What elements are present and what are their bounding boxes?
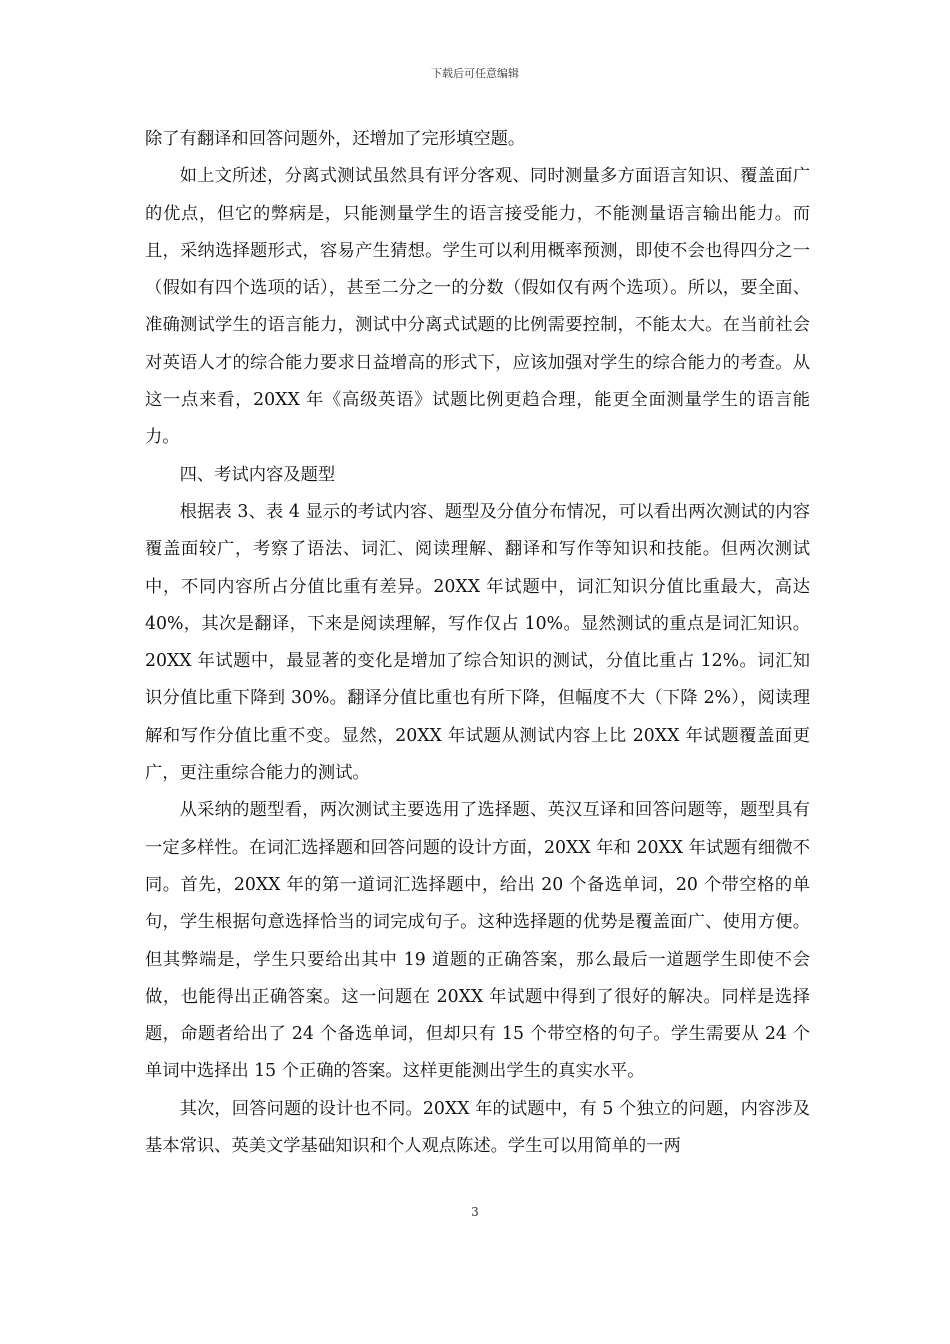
section-heading: 四、考试内容及题型 bbox=[179, 464, 336, 485]
paragraph: 从采纳的题型看，两次测试主要选用了选择题、英汉互译和回答问题等，题型具有一定多样性。在词汇选择题和回答问题的设计方面，20XX 年和 20XX 年试题有细微不同。首先，20XX 年的第一道词汇选择题中，给出 20 个备选单词，20 个带空格的单句，学生根据句意选择恰当的词完成句子。这种选择题的优势是覆盖面广、使用方便。但其弊端是，学生只要给出其中 19 道题的正确答案，那么最后一道题学生即使不会做，也能得出正确答案。这一问题在 20XX 年试题中得到了很好的解决。同样是选择题，命题者给出了 24 个备选单词，但却只有 15 个带空格的句子。学生需要从 24 个单词中选择出 15 个正确的答案。这样更能测出学生的真实水平。 bbox=[145, 800, 810, 1082]
paragraph: 根据表 3、表 4 显示的考试内容、题型及分值分布情况，可以看出两次测试的内容覆盖面较广，考察了语法、词汇、阅读理解、翻译和写作等知识和技能。但两次测试中，不同内容所占分值比重有差异。20XX 年试题中，词汇知识分值比重最大，高达 40%，其次是翻译，下来是阅读理解，写作仅占 10%。显然测试的重点是词汇知识。20XX 年试题中，最显著的变化是增加了综合知识的测试，分值比重占 12%。词汇知识分值比重下降到 30%。翻译分值比重也有所下降，但幅度不大（下降 2%），阅读理解和写作分值比重不变。显然，20XX 年试题从测试内容上比 20XX 年试题覆盖面更广，更注重综合能力的测试。 bbox=[145, 501, 810, 784]
paragraph: 如上文所述，分离式测试虽然具有评分客观、同时测量多方面语言知识、覆盖面广的优点，但它的弊病是，只能测量学生的语言接受能力，不能测量语言输出能力。而且，采纳选择题形式，容易产生猜想。学生可以利用概率预测，即使不会也得四分之一（假如有四个选项的话），甚至二分之一的分数（假如仅有两个选项）。所以，要全面、准确测试学生的语言能力，测试中分离式试题的比例需要控制，不能太大。在当前社会对英语人才的综合能力要求日益增高的形式下，应该加强对学生的综合能力的考查。从这一点来看，20XX 年《高级英语》试题比例更趋合理，能更全面测量学生的语言能力。 bbox=[145, 166, 810, 448]
paragraph: 除了有翻译和回答问题外，还增加了完形填空题。 bbox=[145, 129, 526, 149]
paragraph: 其次，回答问题的设计也不同。20XX 年的试题中，有 5 个独立的问题，内容涉及基本常识、英美文学基础知识和个人观点陈述。学生可以用简单的一两 bbox=[145, 1098, 810, 1157]
page-header: 下载后可任意编辑 bbox=[431, 67, 519, 80]
page-number: 3 bbox=[471, 1205, 479, 1219]
body-text bbox=[145, 121, 810, 1165]
